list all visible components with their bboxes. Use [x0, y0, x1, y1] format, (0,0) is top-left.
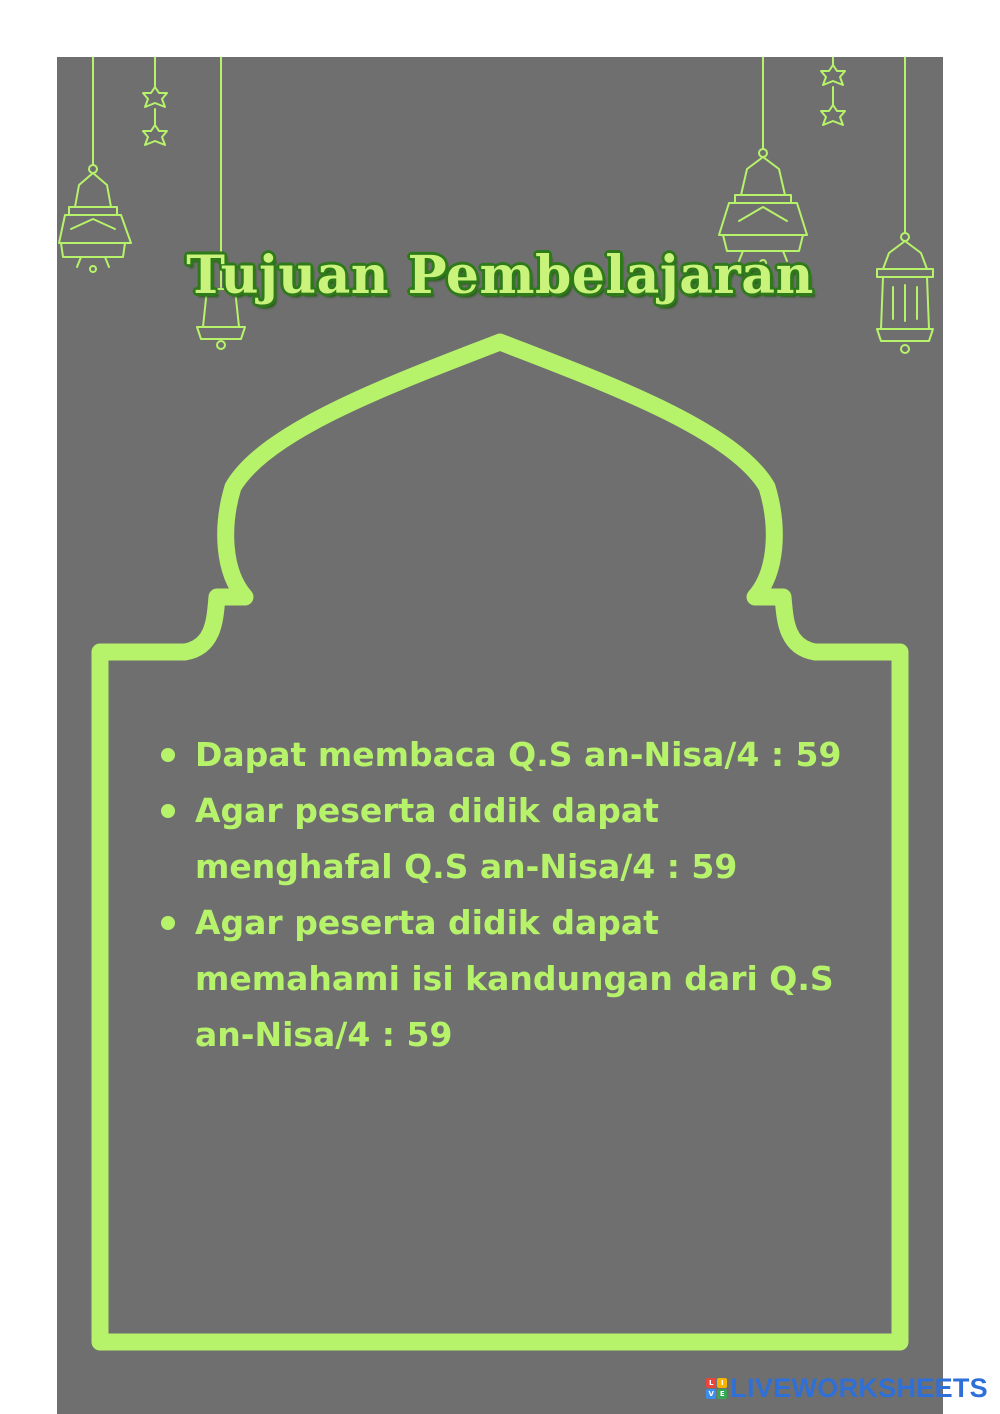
goal-text: Agar peserta didik dapat memahami isi kandungan dari Q.S an-Nisa/4 : 59	[195, 903, 834, 1054]
bullet-icon	[161, 916, 175, 930]
poster-title: Tujuan Pembelajaran	[186, 245, 814, 306]
list-item	[157, 783, 847, 895]
goal-text: Agar peserta didik dapat menghafal Q.S an-Nisa/4 : 59	[195, 791, 738, 886]
hanging-lantern-icon	[719, 57, 807, 266]
liveworksheets-watermark	[706, 1373, 988, 1404]
logo-letter: V	[706, 1389, 716, 1399]
logo-letter: L	[706, 1378, 716, 1388]
star-ornament-icon	[821, 57, 845, 125]
logo-letter: I	[717, 1378, 727, 1388]
poster	[57, 57, 943, 1414]
star-ornament-icon	[143, 57, 167, 145]
hanging-lantern-icon	[59, 57, 131, 272]
hanging-lantern-icon	[877, 57, 933, 353]
bullet-icon	[161, 748, 175, 762]
learning-goals-list	[157, 727, 847, 1063]
brand-name: LIVEWORKSHEETS	[730, 1373, 988, 1403]
list-item	[157, 727, 847, 783]
liveworksheets-logo-icon	[706, 1378, 727, 1399]
logo-letter: E	[717, 1389, 727, 1399]
bullet-icon	[161, 804, 175, 818]
goal-text: Dapat membaca Q.S an-Nisa/4 : 59	[195, 735, 842, 774]
list-item	[157, 895, 847, 1063]
